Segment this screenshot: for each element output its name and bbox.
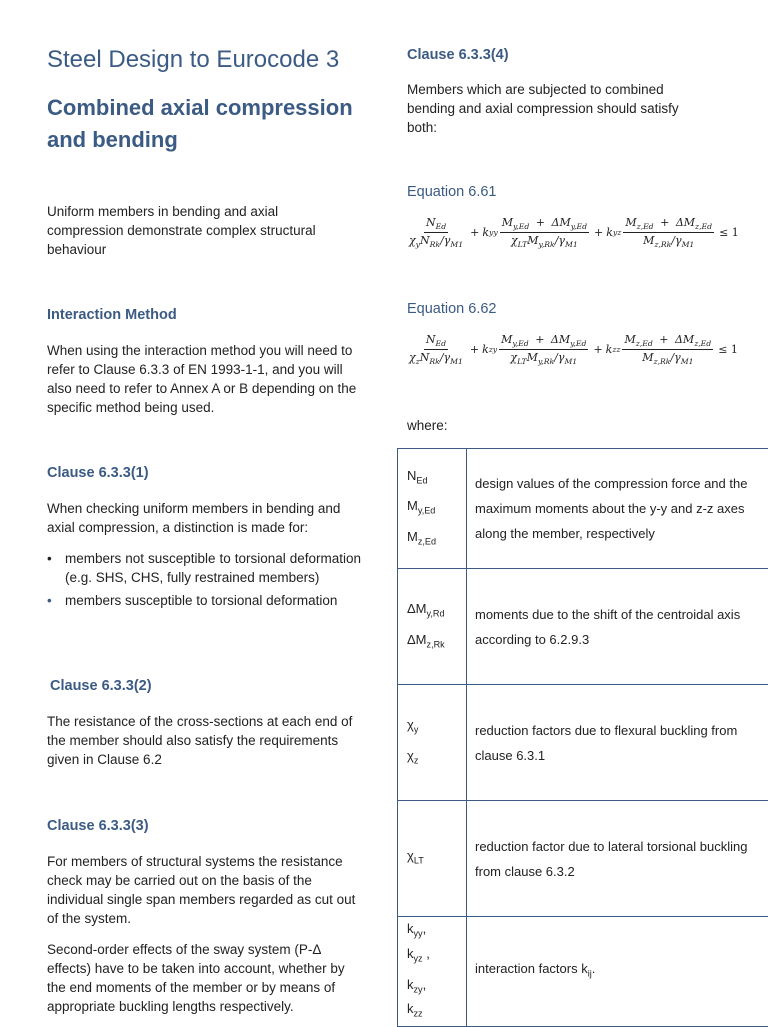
symbol-cell: $\Delta M_{y,Rd}$ $\Delta M_{z,Rk}$ xyxy=(398,569,467,685)
definitions-table xyxy=(397,448,768,1027)
description-cell: design values of the compression force and the maximum moments about the y-y and z-z axes along the member, respectively xyxy=(467,449,768,569)
clause4-heading: Clause 6.3.3(4) xyxy=(407,47,509,63)
symbol-cell: $k_{yy}$, $k_{yz}$ , $k_{zy}$, $k_{zz}$ xyxy=(398,917,467,1027)
description-cell: interaction factors $k_{ij}$. xyxy=(467,917,768,1027)
description-cell: moments due to the shift of the centroidal axis according to 6.2.9.3 xyxy=(467,569,768,685)
table-row xyxy=(398,449,768,569)
description-cell: reduction factor due to lateral torsional buckling from clause 6.3.2 xyxy=(467,801,768,917)
interaction-heading: Interaction Method xyxy=(47,307,177,323)
symbol-cell: $\chi_y$ $\chi_z$ xyxy=(398,685,467,801)
clause1-bullet-list xyxy=(47,549,361,614)
list-item: • members susceptible to torsional deformation xyxy=(47,591,361,610)
page-subtitle: Combined axial compression and bending xyxy=(47,92,367,156)
table-row xyxy=(398,685,768,801)
where-label: where: xyxy=(407,416,448,435)
equation-6-61-label: Equation 6.61 xyxy=(407,184,497,200)
bullet-icon: • xyxy=(47,591,52,610)
symbol-cell: $N_{Ed}$ $M_{y,Ed}$ $M_{z,Ed}$ xyxy=(398,449,467,569)
clause1-heading: Clause 6.3.3(1) xyxy=(47,465,149,481)
table-row xyxy=(398,917,768,1027)
clause2-heading: Clause 6.3.3(2) xyxy=(50,678,152,694)
page-title: Steel Design to Eurocode 3 xyxy=(47,46,339,74)
interaction-text: When using the interaction method you will need to refer to Clause 6.3.3 of EN 1993-1-1, and you will also need to refer to Annex A or B depending on the specific method being used. xyxy=(47,341,365,417)
bullet-icon: • xyxy=(47,549,52,568)
clause3-heading: Clause 6.3.3(3) xyxy=(47,818,149,834)
symbol-cell: $\chi_{LT}$ xyxy=(398,801,467,917)
intro-text: Uniform members in bending and axial compression demonstrate complex structural behaviour xyxy=(47,202,347,259)
equation-6-62: $\frac{N_{Ed}}{\chi_zN_{Rk}/\gamma_{M1}}$ + k zy $\frac{M_{y,Ed} + \Delta M_{y,Ed}}{\chi_{LT}M_{y,Rk}/\gamma_{M1}}$ + k zz $\frac{M_{z,Ed} + \Delta M_{z,Ed}}{M_{z,Rk}/\gamma_{M1}}$ ≤ 1 xyxy=(405,333,741,366)
clause3-text-2: Second-order effects of the sway system (P-Δ effects) have to be taken into account, whether by the end moments of the member or by means of appropriate buckling lengths respectively. xyxy=(47,940,365,1016)
clause2-text: The resistance of the cross-sections at each end of the member should also satisfy the requirements given in Clause 6.2 xyxy=(47,712,365,769)
clause3-text-1: For members of structural systems the resistance check may be carried out on the basis of the individual single span members regarded as cut out of the system. xyxy=(47,852,365,928)
description-cell: reduction factors due to flexural buckling from clause 6.3.1 xyxy=(467,685,768,801)
table-row xyxy=(398,569,768,685)
table-row xyxy=(398,801,768,917)
equation-6-62-label: Equation 6.62 xyxy=(407,301,497,317)
list-item: • members not susceptible to torsional deformation (e.g. SHS, CHS, fully restrained members) xyxy=(47,549,361,587)
clause4-text: Members which are subjected to combined bending and axial compression should satisfy both: xyxy=(407,80,707,137)
clause1-text: When checking uniform members in bending and axial compression, a distinction is made for: xyxy=(47,499,365,537)
equation-6-61: $\frac{N_{Ed}}{\chi_yN_{Rk}/\gamma_{M1}}$ + k yy $\frac{M_{y,Ed} + \Delta M_{y,Ed}}{\chi_{LT}M_{y,Rk}/\gamma_{M1}}$ + k yz $\frac{M_{z,Ed} + \Delta M_{z,Ed}}{M_{z,Rk}/\gamma_{M1}}$ ≤ 1 xyxy=(405,216,742,249)
